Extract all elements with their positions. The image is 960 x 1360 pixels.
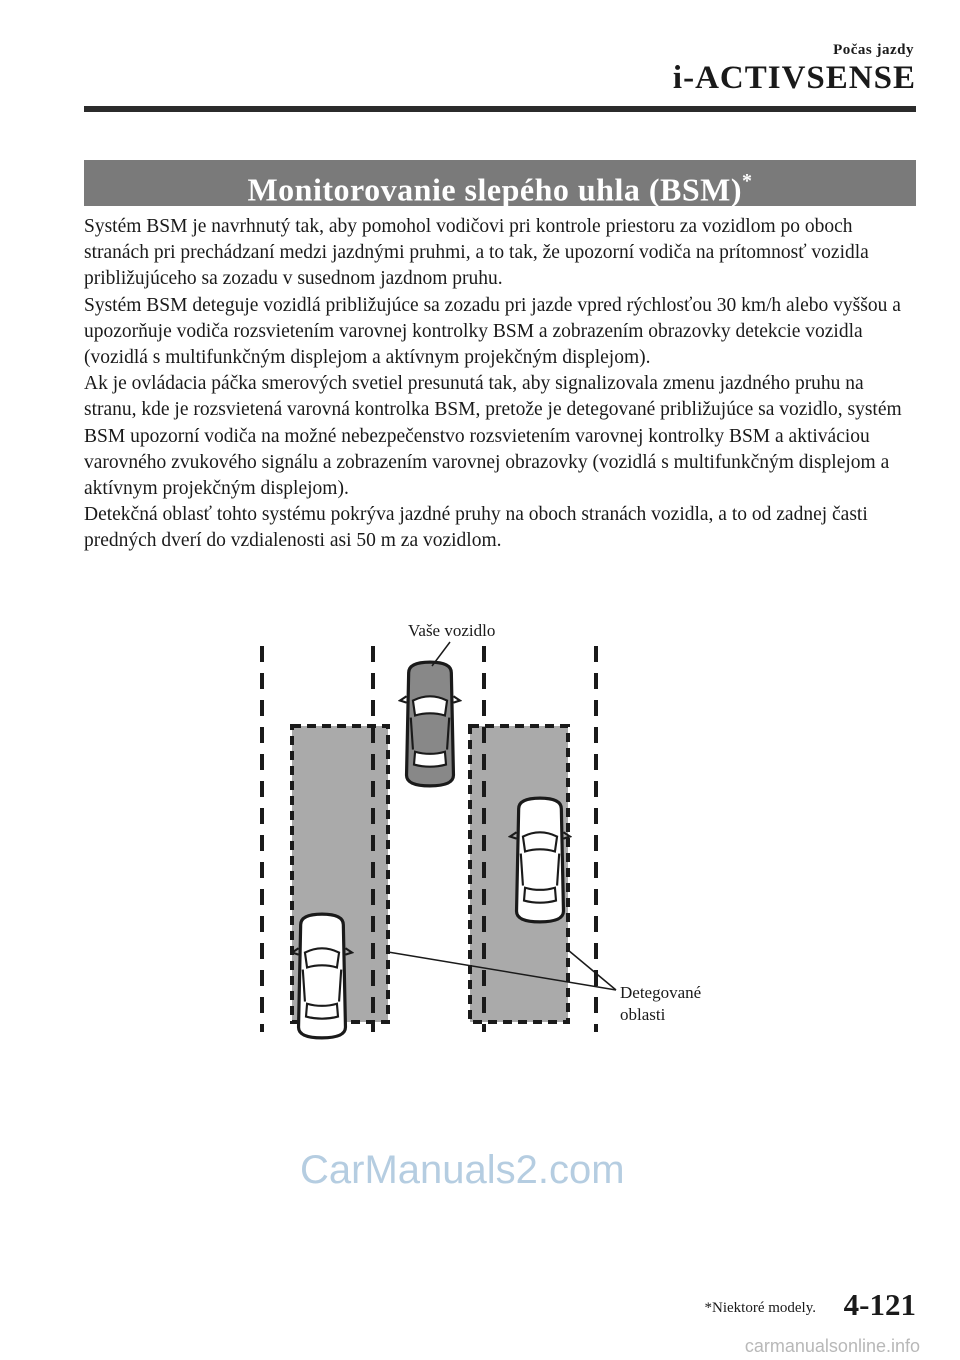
- watermark-logo: CarManuals2.com: [300, 1148, 625, 1192]
- site-watermark: carmanualsonline.info: [744, 1336, 920, 1356]
- section-heading: [84, 160, 916, 206]
- paragraph: Detekčná oblasť tohto systému pokrýva jazdné pruhy na oboch stranách vozidla, a to od zadnej časti predných dverí do vzdialenosti asi 50 m za vozidlom.: [84, 504, 868, 552]
- paragraph: Ak je ovládacia páčka smerových svetiel presunutá tak, aby signalizovala zmenu jazdného pruhu na stranu, kde je rozsvietená varovná kontrolka BSM, pretože je detegované približujúce sa vozidlo, systém BSM upozorní vodiča na možné nebezpečenstvo rozsvietením varovnej kontrolky BSM a aktiváciou varovného zvukového signálu a zobrazením varovnej obrazovky (vozidlá s multifunkčným displejom a aktívnym projekčným displejom).: [84, 373, 902, 500]
- footnote-marker: *: [742, 170, 753, 192]
- bsm-diagram-drawing: [0, 610, 960, 1050]
- bsm-diagram: [0, 610, 960, 1050]
- body-text: [84, 214, 914, 555]
- approaching-vehicle-right: [510, 798, 570, 922]
- label-your-vehicle: Vaše vozidlo: [408, 621, 496, 640]
- paragraph: Systém BSM je navrhnutý tak, aby pomohol vodičovi pri kontrole priestoru za vozidlom po oboch stranách pri prechádzaní medzi jazdnými pruhmi, a to tak, že upozorní vodiča na prítomnosť vozidla približujúceho sa zozadu v susednom jazdnom pruhu.: [84, 216, 869, 290]
- own-vehicle: [400, 662, 460, 786]
- paragraph: Systém BSM deteguje vozidlá približujúce sa zozadu pri jazde vpred rýchlosťou 30 km/h alebo vyššou a upozorňuje vodiča rozsvietením varovnej kontrolky BSM a zobrazením obrazovky detekcie vozidla (vozidlá s multifunkčným displejom a aktívnym projekčným displejom).: [84, 294, 901, 369]
- leader-line-right-area: [568, 950, 616, 990]
- footnote: *Niektoré modely.: [704, 1300, 816, 1316]
- approaching-vehicle-left: [292, 914, 352, 1038]
- section-title: Počas jazdy: [833, 42, 914, 58]
- label-detected-areas-text: Detegované oblasti: [620, 983, 702, 1024]
- header-divider: [84, 106, 916, 112]
- section-heading-text: Monitorovanie slepého uhla (BSM): [247, 171, 743, 208]
- chapter-title: i-ACTIVSENSE: [672, 60, 916, 96]
- label-detected-areas: [620, 982, 701, 1026]
- page-number: 4-121: [843, 1287, 916, 1322]
